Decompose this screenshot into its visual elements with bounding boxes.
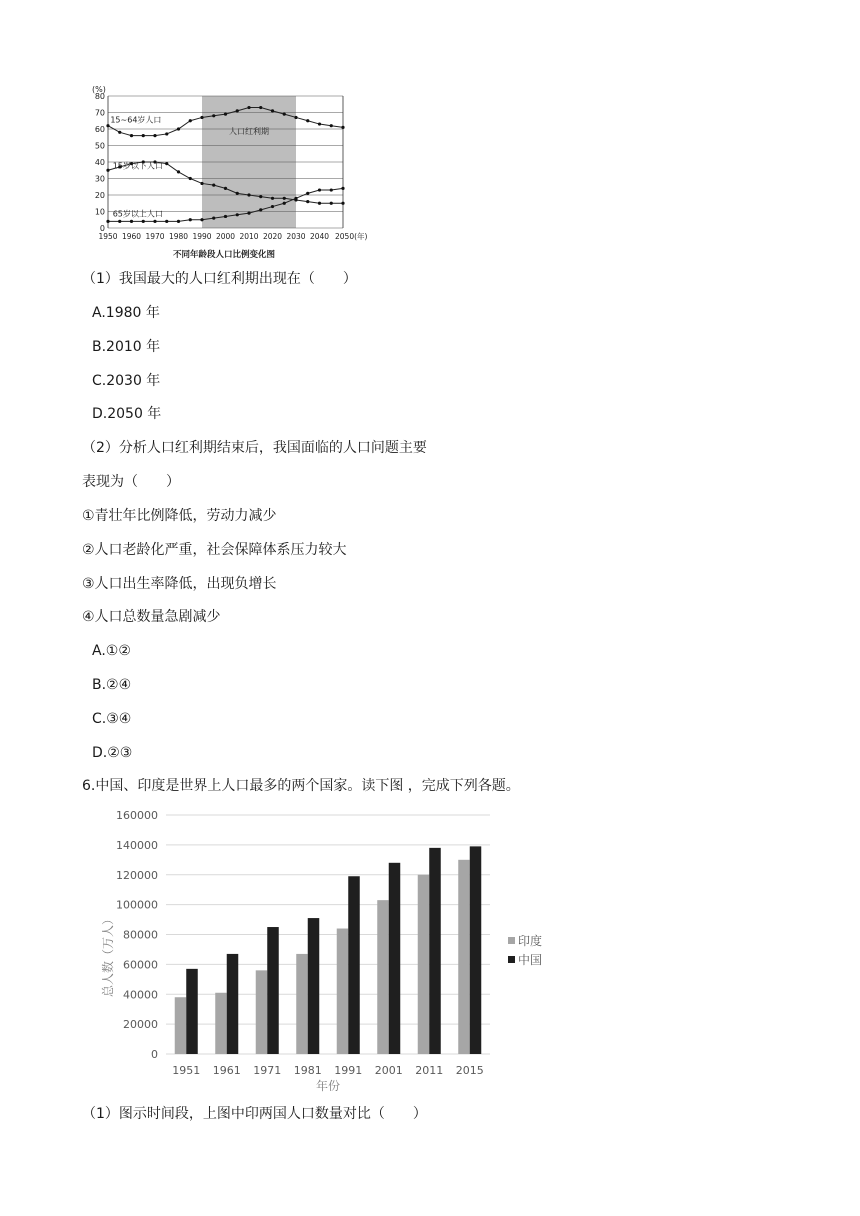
chart1-y-tick: 50 [94,141,105,151]
q5-statement-1: ①青壮年比例降低，劳动力减少 [82,508,277,524]
chart1-data-point [330,202,333,205]
chart1-x-tick: 1990 [192,232,212,241]
chart1-data-point [271,205,274,208]
chart1-data-point [153,134,156,137]
chart1-data-point [330,188,333,191]
chart2-legend-swatch [508,956,515,963]
chart1-data-point [247,212,250,215]
chart1-data-point [224,215,227,218]
chart1-caption: 不同年龄段人口比例变化图 [172,250,276,260]
chart1-data-point [294,197,297,200]
chart1-data-point [224,113,227,116]
q5-statement-4: ④人口总数量急剧减少 [82,609,221,625]
chart1-data-point [200,116,203,119]
chart1-data-point [177,127,180,130]
chart1-x-tick: 1980 [168,232,189,241]
chart2-x-tick: 1961 [212,1064,241,1077]
chart2-bar-india [418,875,430,1054]
chart2-bar-china [308,918,320,1054]
chart1-data-point [271,109,274,112]
chart2-y-tick: 160000 [116,809,158,822]
chart1-y-tick: 40 [94,158,105,167]
chart1-data-point [165,220,168,223]
chart2-y-axis-title: 总人数（万人） [101,912,115,998]
chart1-x-tick: 1960 [121,232,142,241]
chart1-data-point [106,124,109,127]
chart1-y-tick: 10 [94,207,105,217]
chart2-x-axis-title: 年份 [315,1079,341,1093]
chart1-data-point [341,126,344,129]
chart2-x-tick: 1981 [293,1064,322,1077]
chart1-data-point [247,193,250,196]
chart1-data-point [306,200,309,203]
chart2-x-tick: 1951 [172,1064,201,1077]
chart1-data-point [236,109,239,112]
q5-sub1-option-a[interactable]: A.1980 年 [92,305,160,321]
population-bar-chart [96,800,566,1096]
chart1-data-point [189,119,192,122]
chart2-y-tick: 0 [151,1048,158,1061]
chart1-unit-label: (%) [92,85,106,94]
q5-sub1-option-c[interactable]: C.2030 年 [92,373,161,389]
q5-sub2-option-a[interactable]: A.①② [92,643,131,659]
chart1-y-tick: 80 [94,92,105,101]
chart1-data-point [341,202,344,205]
chart1-data-point [177,170,180,173]
chart2-bar-india [215,993,227,1054]
q6-intro: 6.中国、印度是世界上人口最多的两个国家。读下图 ，完成下列各题。 [82,778,520,794]
chart2-y-tick: 20000 [123,1018,158,1032]
chart1-data-point [212,184,215,187]
chart1-data-point [177,220,180,223]
chart1-x-tick: 2040 [309,232,330,241]
chart1-x-tick: 2030 [286,232,306,241]
chart2-x-tick: 1971 [253,1064,282,1077]
chart1-x-tick: 1970 [145,232,165,241]
chart1-data-point [130,220,133,223]
chart1-data-point [271,197,274,200]
q5-statement-3: ③人口出生率降低，出现负增长 [82,576,277,592]
demographic-dividend-label: 人口红利期 [229,126,269,136]
chart2-y-tick: 140000 [116,838,158,852]
chart1-x-tick: 2050(年) [335,232,368,241]
chart2-y-tick: 100000 [116,898,158,912]
chart1-data-point [283,197,286,200]
q5-sub2-option-d[interactable]: D.②③ [92,745,133,761]
chart1-data-point [283,202,286,205]
chart1-data-point [259,106,262,109]
chart1-x-tick: 2000 [215,232,236,241]
chart1-data-point [142,220,145,223]
chart2-y-tick: 80000 [123,928,158,942]
chart2-bar-india [256,970,268,1054]
chart2-bar-china [227,954,239,1054]
chart1-data-point [212,114,215,117]
q5-sub2-option-b[interactable]: B.②④ [92,677,132,693]
chart1-data-point [189,218,192,221]
chart2-bar-china [470,846,482,1054]
chart1-data-point [259,208,262,211]
chart2-legend-swatch [508,937,515,944]
chart1-data-point [142,134,145,137]
chart1-y-tick: 0 [99,224,105,233]
chart1-data-point [283,113,286,116]
chart2-bar-china [429,848,441,1054]
chart2-bar-india [458,860,470,1054]
chart1-data-point [318,188,321,191]
chart1-data-point [118,220,121,223]
chart1-data-point [236,213,239,216]
chart2-bar-india [296,954,308,1054]
chart1-x-tick: 2020 [262,232,283,241]
chart2-legend-label: 印度 [518,934,543,948]
chart2-x-tick: 2015 [455,1064,484,1077]
chart2-y-tick: 60000 [123,958,158,972]
chart1-data-point [318,202,321,205]
chart2-y-tick: 40000 [123,988,158,1002]
chart1-data-point [306,192,309,195]
q5-statement-2: ②人口老龄化严重，社会保障体系压力较大 [82,542,347,558]
chart1-data-point [224,187,227,190]
chart1-x-tick: 1950 [98,232,118,241]
q5-sub1-prompt: （1）我国最大的人口红利期出现在（ ） [82,271,357,287]
chart1-data-point [294,116,297,119]
chart1-y-tick: 30 [94,174,105,184]
chart1-data-point [200,218,203,221]
chart1-data-point [165,132,168,135]
chart1-data-point [318,122,321,125]
chart2-bar-china [186,969,198,1054]
q5-sub1-option-b[interactable]: B.2010 年 [92,339,161,355]
chart2-bar-china [389,863,401,1054]
age-structure-chart [86,82,368,262]
chart2-legend-label: 中国 [518,953,543,967]
chart1-data-point [118,131,121,134]
chart2-bar-china [348,876,360,1054]
chart2-y-tick: 120000 [116,868,158,882]
chart1-data-point [165,162,168,165]
q5-sub2-prompt-line2: 表现为（ ） [82,474,180,490]
chart1-x-tick: 2010 [239,232,259,241]
chart1-y-tick: 60 [94,125,105,134]
chart2-bar-india [175,997,187,1054]
q5-sub2-option-c[interactable]: C.③④ [92,711,132,727]
chart1-series-label: 65岁以上人口 [112,209,163,219]
q5-sub1-option-d[interactable]: D.2050 年 [92,406,162,422]
chart2-bar-india [337,929,349,1054]
chart1-data-point [212,217,215,220]
chart1-data-point [200,182,203,185]
chart2-x-tick: 2011 [415,1064,444,1077]
chart1-data-point [341,187,344,190]
chart2-bar-india [377,900,389,1054]
q5-sub2-prompt-line1: （2）分析人口红利期结束后，我国面临的人口问题主要 [82,440,427,456]
chart1-data-point [106,220,109,223]
chart1-data-point [189,177,192,180]
chart1-series-label: 15岁以下人口 [112,161,163,171]
chart1-y-tick: 70 [94,108,105,118]
chart1-y-tick: 20 [94,191,105,200]
chart2-bar-china [267,927,279,1054]
chart1-data-point [106,169,109,172]
chart2-x-tick: 1991 [334,1064,363,1077]
chart1-series-label: 15~64岁人口 [110,115,162,125]
chart2-x-tick: 2001 [374,1064,403,1077]
chart1-data-point [153,220,156,223]
chart1-data-point [259,195,262,198]
chart1-data-point [330,124,333,127]
q6-sub1-prompt: （1）图示时间段，上图中印两国人口数量对比（ ） [82,1106,427,1122]
chart1-data-point [306,119,309,122]
chart1-data-point [130,134,133,137]
chart1-data-point [236,192,239,195]
chart1-data-point [247,106,250,109]
